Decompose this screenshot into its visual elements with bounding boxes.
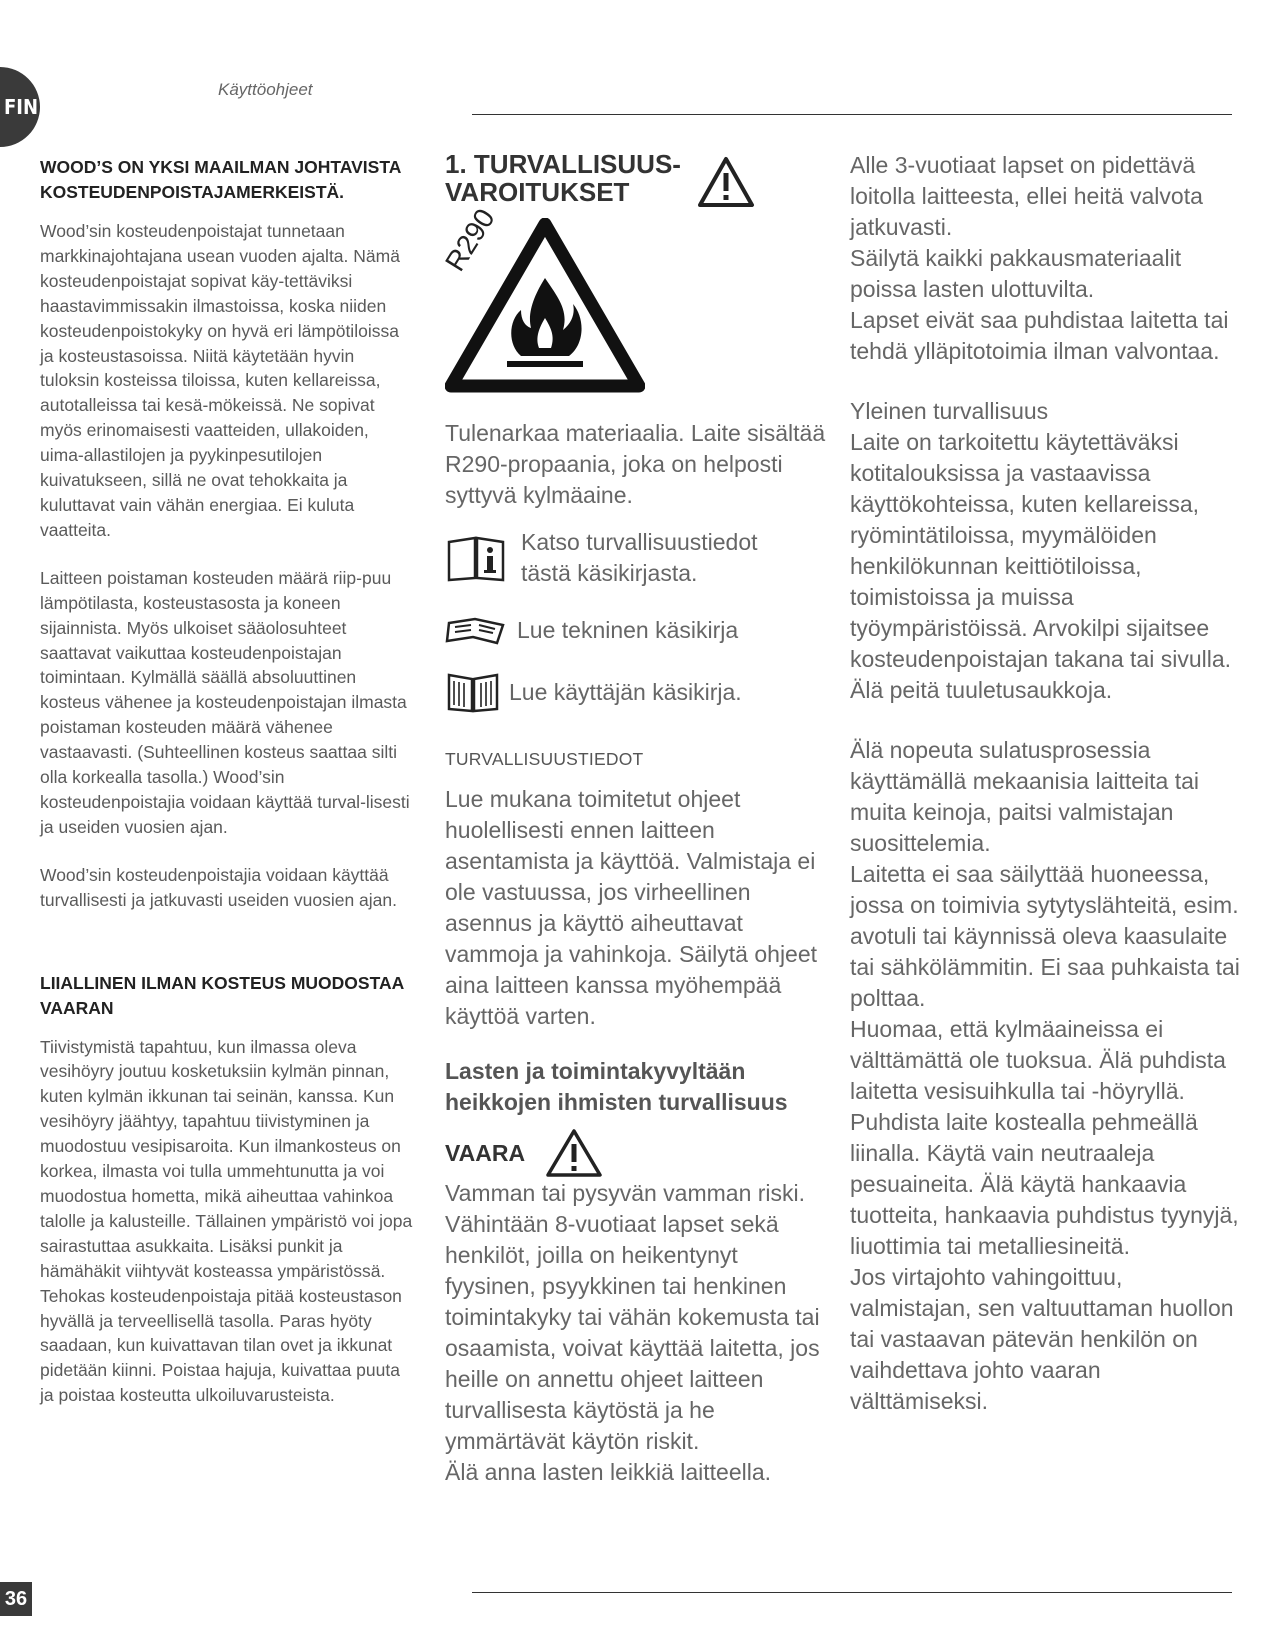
language-label: FIN [4, 95, 39, 119]
column-general-safety [850, 150, 1245, 1417]
safety-info-reference-line1: Katso turvallisuustiedot [521, 529, 758, 555]
intro-paragraph-2: Laitteen poistaman kosteuden määrä riip-puu lämpötilasta, kosteustasosta ja koneen sijainnista. Myös ulkoiset sääolosuhteet saattavat vaikuttaa kosteudenpoistajan toimintaan. Kylmällä säällä absoluuttinen kosteus vähenee ja kosteudenpoistajan ilmasta poistaman kosteuden määrä vähenee vastaavasti. (Suhteellinen kosteus saattaa silti olla korkealla tasolla.) Wood’sin kosteudenpoistajia voidaan käyttää turval-lisesti ja useiden vuosien ajan. [40, 567, 410, 837]
header-rule [472, 114, 1232, 115]
ignition-text: Laitetta ei saa säilyttää huoneessa, jossa on toimivia sytytyslähteitä, esim. avotuli tai käynnissä oleva kaasulaite tai sähkölämmitin. Ei saa puhkaista tai polttaa. [850, 861, 1240, 1011]
user-manual-icon [445, 669, 501, 715]
icon-row-technical-manual [445, 613, 830, 647]
children-cleaning-text: Lapset eivät saa puhdistaa laitetta tai tehdä ylläpitotoimia ilman valvontaa. [850, 307, 1229, 364]
safety-info-text: Lue mukana toimitetut ohjeet huolellisesti ennen laitteen asentamista ja käyttöä. Valmistaja ei ole vastuussa, jos virheellinen asennus ja käyttö aiheuttavat vammoja ja vahinkoja. Säilytä ohjeet aina laitteen kanssa myöhempää käyttöä varten. [445, 786, 818, 1029]
danger-text: Vamman tai pysyvän vamman riski. Vähintään 8-vuotiaat lapset sekä henkilöt, joilla on heikentynyt fyysinen, psyykkinen tai henkinen toimintakyky tai vähän kokemusta tai osaamista, voivat käyttää laitetta, jos heille on annettu ohjeet laitteen turvallisesta käytöstä ja he ymmärtävät käytön riskit. [445, 1180, 820, 1454]
intro-paragraph-3: Wood’sin kosteudenpoistajia voidaan käyttää turvallisesti ja jatkuvasti useiden vuosien ajan. [40, 864, 397, 910]
page-header-title: Käyttöohjeet [218, 80, 313, 99]
icon-row-safety-info [445, 527, 830, 589]
column-safety [439, 149, 830, 1488]
vents-text: Älä peitä tuuletusaukkoja. [850, 677, 1113, 703]
defrost-text: Älä nopeuta sulatusprosessia käyttämällä mekaanisia laitteita tai muita keinoja, paitsi valmistajan suosittelemia. [850, 737, 1199, 856]
r290-label: R290 [439, 203, 501, 277]
power-cord-text: Jos virtajohto vahingoittuu, valmistajan, sen valtuuttaman huollon tai vastaavan pätevän henkilön on vaihdettava johto vaaran välttämiseksi. [850, 1264, 1234, 1414]
safety-info-heading: TURVALLISUUSTIEDOT [445, 749, 644, 769]
packaging-text: Säilytä kaikki pakkausmateriaalit poissa lasten ulottuvilta. [850, 245, 1182, 302]
language-tab [0, 67, 40, 147]
children-age-text: Alle 3-vuotiaat lapset on pidettävä loitolla laitteesta, ellei heitä valvota jatkuvasti. [850, 152, 1203, 240]
danger-heading-row [445, 1128, 830, 1178]
danger-warning-icon [545, 1128, 603, 1178]
page-number: 36 [0, 1582, 32, 1616]
column-intro [40, 155, 415, 1431]
intended-use-text: Laite on tarkoitettu käytettäväksi kotitalouksissa ja vastaavissa käyttökohteissa, kuten kellareissa, ryömintätiloissa, myymälöiden henkilökunnan keittiötiloissa, toimistoissa ja muissa työympäristöissä. Arvokilpi sijaitsee kosteudenpoistajan takana tai sivulla. [850, 429, 1232, 672]
flammable-text: Tulenarkaa materiaalia. Laite sisältää R290-propaania, joka on helposti syttyvä kylmäaine. [445, 420, 826, 508]
danger-text-children: Älä anna lasten leikkiä laitteella. [445, 1459, 772, 1485]
user-manual-text: Lue käyttäjän käsikirja. [509, 678, 742, 705]
intro-paragraph-1: Wood’sin kosteudenpoistajat tunnetaan markkinajohtajana usean vuoden ajalta. Nämä kosteudenpoistajat sopivat käy-tettäviksi haastavimmissakin ilmastoissa, koska niiden kosteudenpoistokyky on hyvä eri lämpötiloissa ja kosteustasoissa. Niitä käytetään hyvin tuloksin kosteissa tiloissa, kuten kellareissa, autotalleissa tai kesä-mökeissä. Ne sopivat myös erinomaisesti vaatteiden, ullakoiden, uima-allastilojen ja pyykinpesutilojen kuivatukseen, sillä ne ovat tehokkaita ja kuluttavat vain vähän energiaa. Ei kuluta vaatteita. [40, 221, 400, 540]
cleaning-text: Huomaa, että kylmäaineissa ei välttämättä ole tuoksua. Älä puhdista laitetta vesisuihkulla tai -höyryllä. Puhdista laite kostealla pehmeällä liinalla. Käytä vain neutraaleja pesuaineita. Älä käytä hankaavia tuotteita, hankaavia puhdistus tyynyjä, liuottimia tai metalliesineitä. [850, 1016, 1239, 1259]
danger-label: VAARA [445, 1139, 526, 1166]
humidity-paragraph: Tiivistymistä tapahtuu, kun ilmassa oleva vesihöyry joutuu kosketuksiin kylmän pinnan, kuten kylmän ikkunan tai seinän, kanssa. Kun vesihöyry jäähtyy, tapahtuu tiivistyminen ja muodostuu vesipisaroita. Kun ilmankosteus on korkea, ilmasta voi tulla ummehtunutta ja voi muodostua hometta, mikä aiheuttaa vahinkoa talolle ja kalusteille. Tällainen ympäristö voi jopa sairastuttaa asukkaita. Lisäksi punkit ja hämähäkit viihtyvät kosteassa ympäristössä. Tehokas kosteudenpoistaja pitää kosteustason hyvällä ja terveellisellä tasolla. Paras hyöty saadaan, kun kuivattavan tilan ovet ja ikkunat pidetään kiinni. Poistaa hajuja, kuivattaa puuta ja poistaa kosteutta ulkoiluvarusteista. [40, 1036, 413, 1406]
footer-rule [472, 1592, 1232, 1593]
info-manual-icon [445, 534, 507, 582]
humidity-heading: LIIALLINEN ILMAN KOSTEUS MUODOSTAA VAARAN [40, 972, 404, 1018]
warning-icon [697, 156, 755, 208]
intro-heading: WOOD’S ON YKSI MAAILMAN JOHTAVISTA KOSTEUDENPOISTAJAMERKEISTÄ. [40, 157, 401, 202]
children-safety-heading: Lasten ja toimintakyvyltään heikkojen ihmisten turvallisuus [445, 1058, 788, 1115]
general-safety-heading: Yleinen turvallisuus [850, 398, 1049, 424]
technical-manual-text: Lue tekninen käsikirja [517, 616, 739, 643]
technical-manual-icon [445, 613, 507, 647]
section-title-line2: VAROITUKSET [445, 177, 630, 207]
icon-row-user-manual [445, 669, 830, 715]
safety-info-reference-line2: tästä käsikirjasta. [521, 560, 698, 586]
section-title-line1: 1. TURVALLISUUS- [445, 149, 681, 179]
